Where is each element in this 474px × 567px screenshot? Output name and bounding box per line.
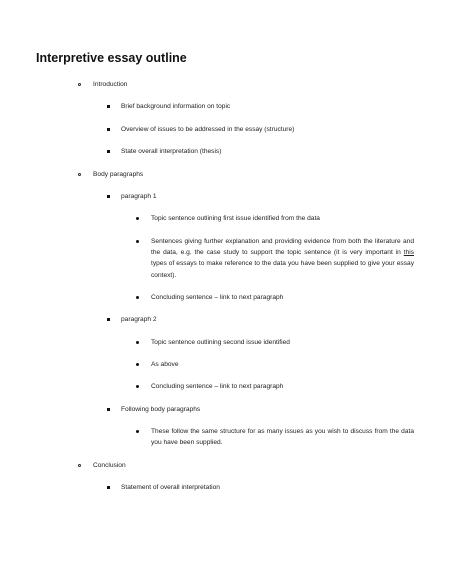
square-bullet-icon xyxy=(107,128,110,131)
list-item: As above xyxy=(151,361,179,368)
square-bullet-icon xyxy=(107,318,110,321)
text-segment: Sentences giving further explanation and providing evidence from both the literature and the data, e.g. the case study to support the topic sentence (it is very important in xyxy=(151,238,414,257)
dot-bullet-icon xyxy=(136,430,139,433)
underlined-text: this xyxy=(403,249,414,257)
list-item: Brief background information on topic xyxy=(121,103,231,110)
list-item: Concluding sentence – link to next paragraph xyxy=(151,383,284,390)
list-item-paragraph: These follow the same structure for as many issues as you wish to discuss from the data you have been supplied. xyxy=(151,428,414,447)
text-segment: types of essays to make reference to the data you have been supplied to give your essay context). xyxy=(151,260,414,279)
list-item: Statement of overall interpretation xyxy=(121,484,220,491)
dot-bullet-icon xyxy=(136,296,139,299)
dot-bullet-icon xyxy=(136,341,139,344)
circle-bullet-icon xyxy=(78,83,81,86)
square-bullet-icon xyxy=(107,486,110,489)
list-item-paragraph xyxy=(151,236,414,281)
dot-bullet-icon xyxy=(136,217,139,220)
subsection-following-paragraphs: Following body paragraphs xyxy=(121,406,201,413)
dot-bullet-icon xyxy=(136,385,139,388)
list-item: Topic sentence outlining first issue identified from the data xyxy=(151,215,320,222)
square-bullet-icon xyxy=(107,195,110,198)
dot-bullet-icon xyxy=(136,363,139,366)
dot-bullet-icon xyxy=(136,240,139,243)
subsection-paragraph-1: paragraph 1 xyxy=(121,193,157,200)
list-item: State overall interpretation (thesis) xyxy=(121,148,222,155)
document-title: Interpretive essay outline xyxy=(36,51,187,65)
circle-bullet-icon xyxy=(78,173,81,176)
square-bullet-icon xyxy=(107,105,110,108)
section-body-paragraphs: Body paragraphs xyxy=(93,171,144,178)
square-bullet-icon xyxy=(107,150,110,153)
square-bullet-icon xyxy=(107,408,110,411)
list-item: Topic sentence outlining second issue identified xyxy=(151,339,290,346)
list-item: Concluding sentence – link to next paragraph xyxy=(151,294,284,301)
list-item: Overview of issues to be addressed in the essay (structure) xyxy=(121,126,295,133)
section-introduction: Introduction xyxy=(93,81,128,88)
section-conclusion: Conclusion xyxy=(93,462,126,469)
circle-bullet-icon xyxy=(78,464,81,467)
subsection-paragraph-2: paragraph 2 xyxy=(121,316,157,323)
